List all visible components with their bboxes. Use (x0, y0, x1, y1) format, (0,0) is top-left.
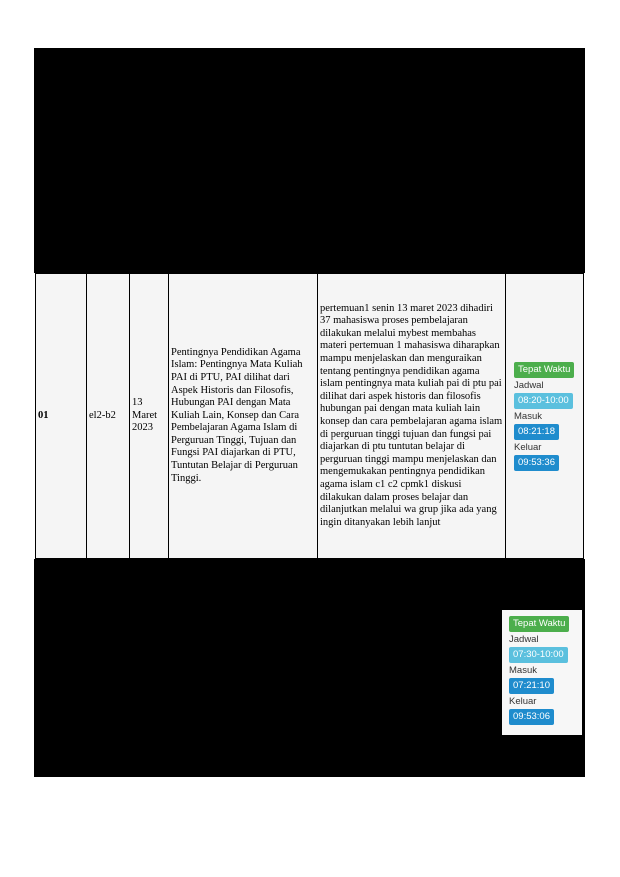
keluar-label: Keluar (509, 696, 537, 707)
masuk-badge: 07:21:10 (509, 678, 554, 694)
cell-tanggal: 13 Maret 2023 (130, 274, 169, 559)
time-card (508, 362, 581, 471)
jadwal-label: Jadwal (514, 379, 544, 391)
redacted-block-top (34, 48, 585, 273)
cell-kelas: el2-b2 (87, 274, 130, 559)
jadwal-badge: 08:20-10:00 (514, 393, 573, 409)
time-card (502, 610, 582, 735)
jadwal-label: Jadwal (509, 634, 539, 645)
status-badge: Tepat Waktu (509, 616, 569, 632)
keluar-label: Keluar (514, 441, 542, 453)
masuk-label: Masuk (509, 665, 537, 676)
status-badge: Tepat Waktu (514, 362, 574, 378)
jadwal-badge: 07:30-10:00 (509, 647, 568, 663)
cell-deskripsi: pertemuan1 senin 13 maret 2023 dihadiri 37 mahasiswa proses pembelajaran dilakukan melalui mybest membahas materi pertemuan 1 mahasiswa diharapkan mampu menjelaskan dan menguraikan tentang pentingnya pendidikan agama islam pentingnya mata kuliah pai di ptu pai dilihat dari aspek historis dan filosofis hubungan pai dengan mata kuliah lain konsep dan cara pembelajaran agama islam di perguruan tinggi tujuan dan fungsi pai diajarkan di ptu tuntutan belajar di perguruan tinggi mampu menjelaskan dan mengemukakan pentingnya pendidikan agama islam c1 c2 cpmk1 diskusi dilakukan dalam proses belajar dan dilanjutkan melalui wa grup jika ada yang ingin ditanyakan lebih lanjut (318, 274, 506, 559)
masuk-badge: 08:21:18 (514, 424, 559, 440)
keluar-badge: 09:53:06 (509, 709, 554, 725)
masuk-label: Masuk (514, 410, 542, 422)
cell-materi: Pentingnya Pendidikan Agama Islam: Pentingnya Mata Kuliah PAI di PTU, PAI dilihat dari Aspek Historis dan Filosofis, Hubungan PAI dengan Mata Kuliah Lain, Konsep dan Cara Pembelajaran Agama Islam di Perguruan Tinggi, Tujuan dan Fungsi PAI diajarkan di PTU, Tuntutan Belajar di Perguruan Tinggi. (169, 274, 318, 559)
record-table (35, 273, 584, 559)
cell-no: 01 (36, 274, 87, 559)
table-row (36, 274, 584, 559)
cell-waktu (506, 274, 584, 559)
keluar-badge: 09:53:36 (514, 455, 559, 471)
